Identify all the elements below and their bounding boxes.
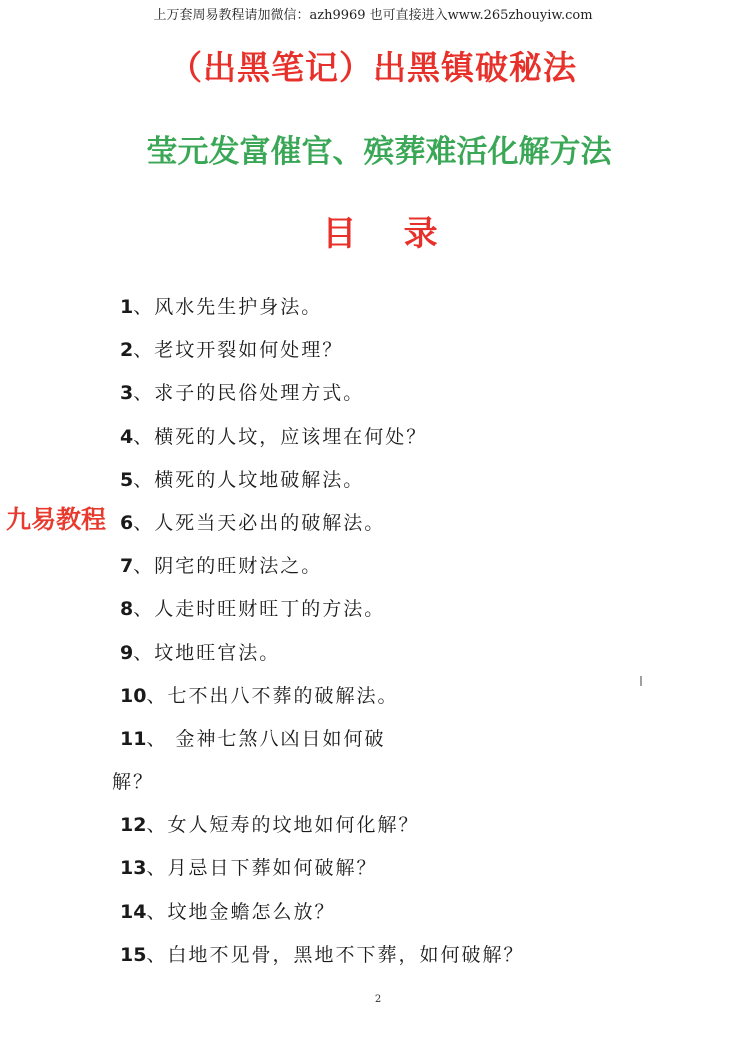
toc-item-separator: 、: [146, 943, 168, 966]
toc-item: [120, 545, 680, 588]
toc-item-separator: 、: [133, 339, 155, 362]
toc-item: [120, 675, 680, 718]
document-title: （出黑笔记）出黑镇破秘法: [169, 48, 577, 87]
toc-item: [120, 502, 680, 545]
toc-item: [120, 459, 680, 502]
toc-item-number: 13: [120, 857, 147, 880]
toc-item-number: 14: [120, 900, 147, 923]
toc-item-separator: 、: [133, 511, 155, 534]
toc-item-separator: 、: [133, 641, 155, 664]
toc-item-number: 6: [120, 511, 134, 534]
header-banner: 上万套周易教程请加微信：azh9969 也可直接进入www.265zhouyiw.com: [153, 8, 593, 23]
toc-item-number: 3: [120, 382, 134, 405]
toc-heading: 目 录: [322, 214, 438, 254]
scan-artifact: [640, 676, 642, 686]
toc-item-text: 白地不见骨，黑地不下葬，如何破解？: [167, 943, 525, 966]
toc-list: [112, 286, 680, 977]
toc-item: [120, 632, 680, 675]
toc-item-text: 金神七煞八凶日如何破: [175, 727, 386, 750]
toc-item-separator: 、: [146, 900, 168, 923]
toc-item-separator: 、: [133, 468, 155, 491]
document-subtitle: 莹元发富催官、殡葬难活化解方法: [146, 134, 612, 170]
toc-item-separator: 、: [146, 684, 168, 707]
toc-item: [120, 286, 680, 329]
toc-item: [120, 804, 680, 847]
toc-item-text: 横死的人坟地破解法。: [154, 468, 365, 491]
toc-item: [120, 934, 680, 977]
toc-item-number: 10: [120, 684, 147, 707]
toc-item-text: 横死的人坟，应该埋在何处？: [154, 425, 428, 448]
toc-item-number: 2: [120, 339, 134, 362]
toc-item-text: 老坟开裂如何处理？: [154, 339, 344, 362]
toc-item-text: 阴宅的旺财法之。: [154, 555, 323, 578]
toc-item-number: 15: [120, 943, 147, 966]
toc-item-number: 4: [120, 425, 134, 448]
toc-item-number: 5: [120, 468, 134, 491]
toc-item: [120, 329, 680, 372]
toc-item-number: 8: [120, 598, 134, 621]
toc-item-number: 1: [120, 296, 134, 318]
toc-item-text: 月忌日下葬如何破解？: [167, 857, 378, 880]
toc-item-text: 求子的民俗处理方式。: [154, 382, 365, 405]
toc-item-text: 人死当天必出的破解法。: [154, 511, 386, 534]
toc-item-text: 女人短寿的坟地如何化解？: [167, 814, 420, 837]
watermark-logo: 九易教程: [6, 505, 107, 534]
toc-item-separator: 、: [133, 296, 155, 318]
toc-item-separator: 、: [133, 555, 155, 578]
toc-item-continuation: [112, 761, 680, 804]
toc-item-text: 坟地金蟾怎么放？: [167, 900, 336, 923]
toc-item-number: 9: [120, 641, 134, 664]
toc-item-text: 人走时旺财旺丁的方法。: [154, 598, 386, 621]
toc-item-separator: 、: [146, 814, 168, 837]
toc-item: [120, 416, 680, 459]
toc-item-separator: 、: [133, 382, 155, 405]
toc-item: [120, 847, 680, 890]
toc-item-number: 11: [120, 727, 147, 750]
toc-item: [120, 588, 680, 631]
toc-item-separator: 、: [133, 425, 155, 448]
toc-item: [120, 718, 680, 761]
toc-item-text: 坟地旺官法。: [154, 641, 281, 664]
toc-item: [120, 891, 680, 934]
toc-item-separator: 、: [146, 727, 176, 750]
toc-item-text: 七不出八不葬的破解法。: [167, 684, 399, 707]
toc-item: [120, 372, 680, 415]
toc-item-separator: 、: [133, 598, 155, 621]
toc-item-text: 解？: [112, 771, 155, 794]
toc-item-separator: 、: [146, 857, 168, 880]
toc-item-number: 7: [120, 555, 134, 578]
page-number: 2: [374, 994, 382, 1005]
toc-item-number: 12: [120, 814, 147, 837]
toc-item-text: 风水先生护身法。: [154, 296, 323, 318]
